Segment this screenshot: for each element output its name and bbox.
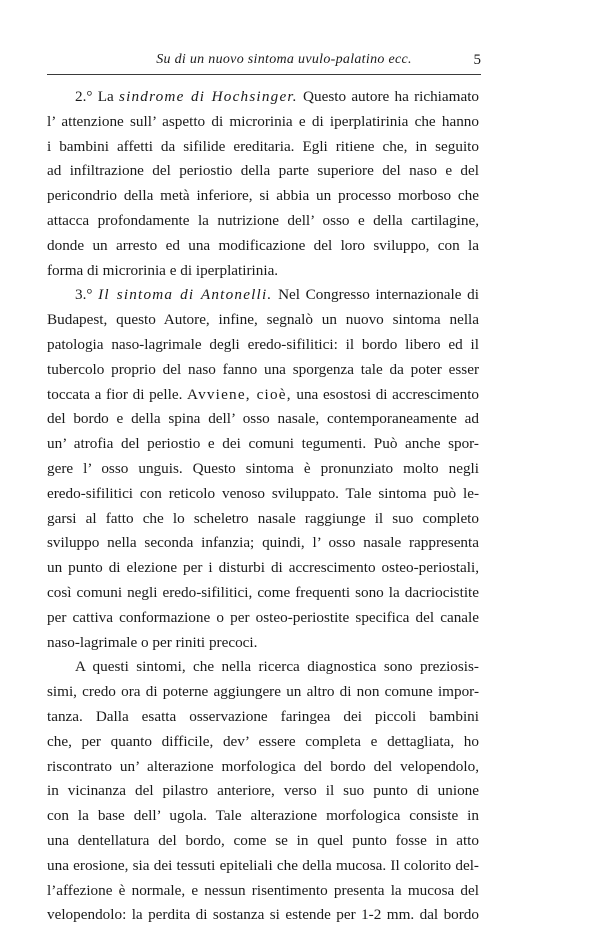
paragraph-new-sign (47, 655, 479, 928)
text-line: 2.° La sindrome di Hochsinger. Questo autore ha richiamato (75, 88, 480, 105)
text-line: così comuni negli eredo-sifilitici, come frequenti sono la dacriocistite (47, 583, 479, 601)
running-header (47, 48, 481, 75)
text-line: velopendolo: la perdita di sostanza si estende per 1-2 mm. dal bordo (47, 906, 479, 924)
text-line: tubercolo proprio del naso fanno una sporgenza tale da poter esser (47, 360, 479, 378)
text-line: toccata a fior di pelle. Avviene, cioè, una esostosi di accrescimento (47, 385, 480, 403)
running-title: Su di un nuovo sintoma uvulo-palatino ecc. (156, 52, 412, 67)
text-line: con la base dell’ ugola. Tale alterazione morfologica consiste in (47, 807, 479, 825)
text-line: in vicinanza del pilastro anteriore, verso il suo punto di unione (47, 782, 479, 800)
text-line: pericondrio della metà inferiore, si abbia un processo morboso che (47, 187, 479, 205)
page-number: 5 (473, 52, 481, 68)
text-line: forma di microrinia e di iperplatirinia. (47, 261, 279, 279)
text-line: ad infiltrazione del periostio della parte superiore del naso e del (47, 162, 479, 180)
text-line: tanza. Dalla esatta osservazione faringea dei piccoli bambini (47, 707, 479, 725)
text-line: attacca profondamente la nutrizione dell’ osso e della cartilagine, (47, 211, 479, 229)
body-text (47, 85, 479, 928)
spaced-text: Avviene, cioè, (187, 385, 292, 403)
text-line: un’ atrofia del periostio e dei comuni tegumenti. Può anche spor- (47, 435, 479, 453)
text-line: gere l’ osso unguis. Questo sintoma è pronunziato molto negli (47, 459, 479, 477)
text-line: l’affezione è normale, e nessun risentimento presenta la mucosa del (47, 881, 479, 899)
text-line: riscontrato un’ alterazione morfologica del bordo del velopendolo, (47, 757, 479, 775)
text-line: simi, credo ora di poterne aggiungere un altro di non comune impor- (47, 683, 479, 701)
text-line: eredo-sifilitici con reticolo venoso sviluppato. Tale sintoma può le- (47, 484, 479, 502)
text-line: i bambini affetti da sifilide ereditaria. Egli ritiene che, in seguito (47, 137, 479, 155)
text-line: sviluppo nella seconda infanzia; quindi, l’ osso nasale rappresenta (47, 534, 479, 552)
text-line: 3.° Il sintoma di Antonelli. Nel Congresso internazionale di (75, 286, 479, 304)
paragraph-hochsinger (47, 85, 479, 283)
section-title: Il sintoma di Antonelli. (98, 286, 273, 304)
section-title: sindrome di Hochsinger. (118, 88, 298, 105)
text-line: Budapest, questo Autore, infine, segnalò un nuovo sintoma nella (47, 311, 479, 329)
text-line: A questi sintomi, che nella ricerca diagnostica sono preziosis- (75, 658, 479, 676)
text-line: garsi al fatto che lo scheletro nasale raggiunge il suo completo (47, 509, 479, 527)
paragraph-antonelli (47, 283, 479, 655)
text-line: una erosione, sia dei tessuti epiteliali che della mucosa. Il colorito del- (47, 856, 479, 874)
text-line: del bordo e della spina dell’ osso nasale, contemporaneamente ad (47, 410, 479, 428)
text-line: un punto di elezione per i disturbi di accrescimento osteo-periostali, (47, 559, 479, 577)
text-line: che, per quanto difficile, dev’ essere completa e dettagliata, ho (47, 732, 479, 750)
text-line: donde un arresto ed una modificazione del loro sviluppo, con la (47, 236, 479, 254)
text-line: l’ attenzione sull’ aspetto di microrinia e di iperplatirinia che hanno (47, 112, 479, 130)
text-line: patologia naso-lagrimale degli eredo-sifilitici: il bordo libero ed il (47, 335, 479, 353)
text-line: una dentellatura del bordo, come se in quel punto fosse in atto (47, 831, 479, 849)
text-line: per cattiva conformazione o per osteo-periostite specifica del canale (47, 608, 479, 626)
text-line: naso-lagrimale o per riniti precoci. (47, 633, 258, 651)
